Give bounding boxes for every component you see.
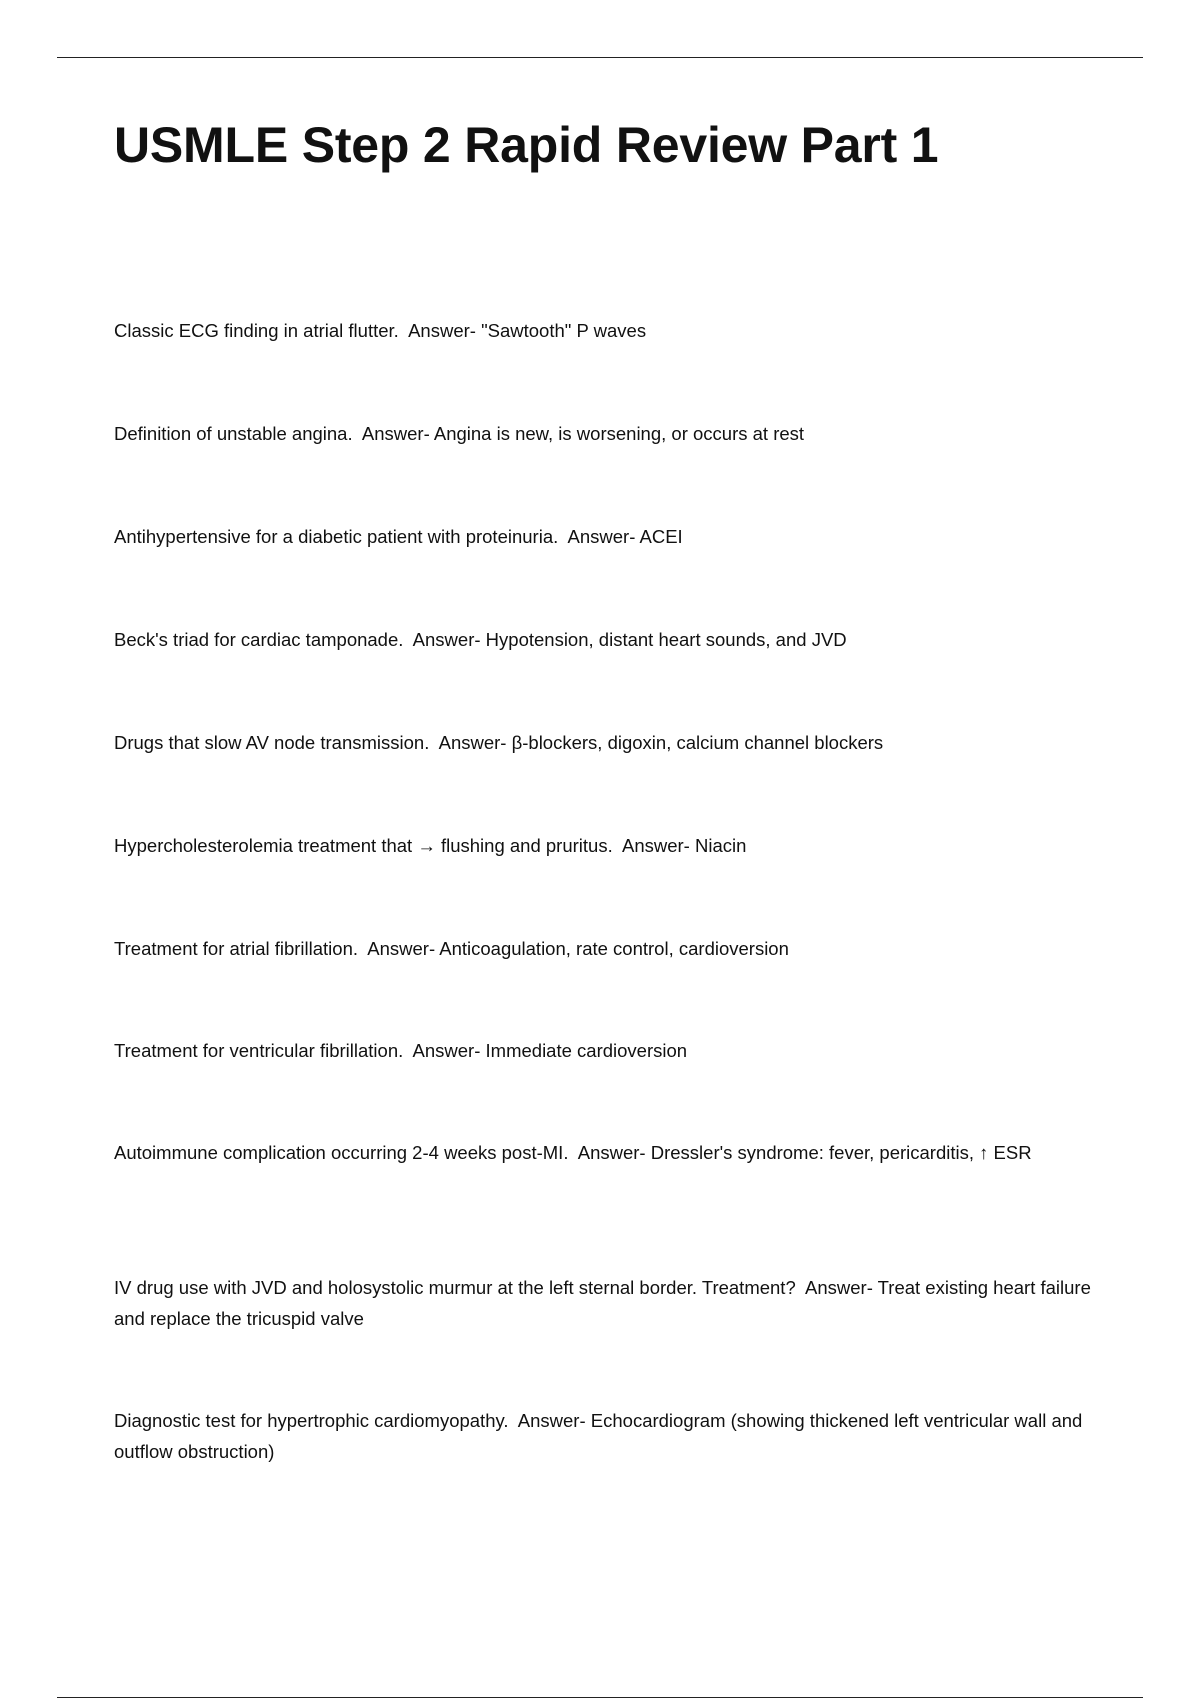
question-text: Treatment for ventricular fibrillation. (114, 1040, 404, 1061)
top-rule (57, 57, 1143, 58)
answer-value: β-blockers, digoxin, calcium channel blockers (511, 732, 884, 753)
answer-prefix: Answer- (438, 732, 512, 753)
answer-prefix: Answer- (567, 526, 640, 547)
answer-text (439, 732, 884, 753)
answer-text (413, 1040, 688, 1061)
answer-prefix: Answer- (621, 835, 695, 856)
qa-item (114, 1405, 1114, 1467)
answer-text (568, 526, 683, 547)
qa-item (114, 1035, 1114, 1066)
answer-value: Dressler's syndrome: fever, pericarditis, ↑ ESR (650, 1142, 1032, 1163)
answer-value: Angina is new, is worsening, or occurs at rest (433, 423, 805, 444)
answer-prefix: Answer- (408, 320, 482, 341)
answer-value: Treat existing heart failure and replace the tricuspid valve (114, 1277, 1091, 1329)
question-text: Beck's triad for cardiac tamponade. (114, 629, 404, 650)
question-text: Classic ECG finding in atrial flutter. (114, 320, 399, 341)
qa-item (114, 830, 1114, 861)
question-text: Hypercholesterolemia treatment that → flushing and pruritus. (114, 835, 613, 856)
question-text: Autoimmune complication occurring 2-4 weeks post-MI. (114, 1142, 569, 1163)
question-text: Treatment for atrial fibrillation. (114, 938, 359, 959)
answer-text (408, 320, 646, 341)
answer-prefix: Answer- (412, 629, 486, 650)
question-text: IV drug use with JVD and holosystolic murmur at the left sternal border. Treatment? (114, 1277, 796, 1298)
answer-value: Anticoagulation, rate control, cardioversion (439, 938, 789, 959)
answer-value: Immediate cardioversion (485, 1040, 688, 1061)
answer-prefix: Answer- (412, 1040, 486, 1061)
qa-item (114, 521, 1114, 552)
qa-item (114, 1272, 1114, 1334)
answer-value: Hypotension, distant heart sounds, and JVD (485, 629, 847, 650)
qa-item (114, 1137, 1114, 1168)
qa-item (114, 727, 1114, 758)
answer-text (362, 423, 804, 444)
answer-prefix: Answer- (517, 1410, 591, 1431)
question-text: Diagnostic test for hypertrophic cardiomyopathy. (114, 1410, 509, 1431)
answer-value: Echocardiogram (showing thickened left ventricular wall and outflow obstruction) (114, 1410, 1083, 1462)
answer-text (622, 835, 746, 856)
answer-prefix: Answer- (805, 1277, 878, 1298)
answer-prefix: Answer- (361, 423, 434, 444)
page-title: USMLE Step 2 Rapid Review Part 1 (114, 117, 939, 173)
bottom-rule (57, 1697, 1143, 1698)
answer-value: "Sawtooth" P waves (481, 320, 647, 341)
qa-item (114, 418, 1114, 449)
answer-value: Niacin (694, 835, 747, 856)
qa-item (114, 315, 1114, 346)
answer-text (578, 1142, 1032, 1163)
answer-value: ACEI (639, 526, 683, 547)
answer-text (367, 938, 789, 959)
question-text: Antihypertensive for a diabetic patient with proteinuria. (114, 526, 559, 547)
answer-text (413, 629, 847, 650)
question-text: Definition of unstable angina. (114, 423, 353, 444)
answer-prefix: Answer- (367, 938, 440, 959)
qa-item (114, 933, 1114, 964)
answer-prefix: Answer- (577, 1142, 651, 1163)
qa-item (114, 624, 1114, 655)
question-text: Drugs that slow AV node transmission. (114, 732, 430, 753)
